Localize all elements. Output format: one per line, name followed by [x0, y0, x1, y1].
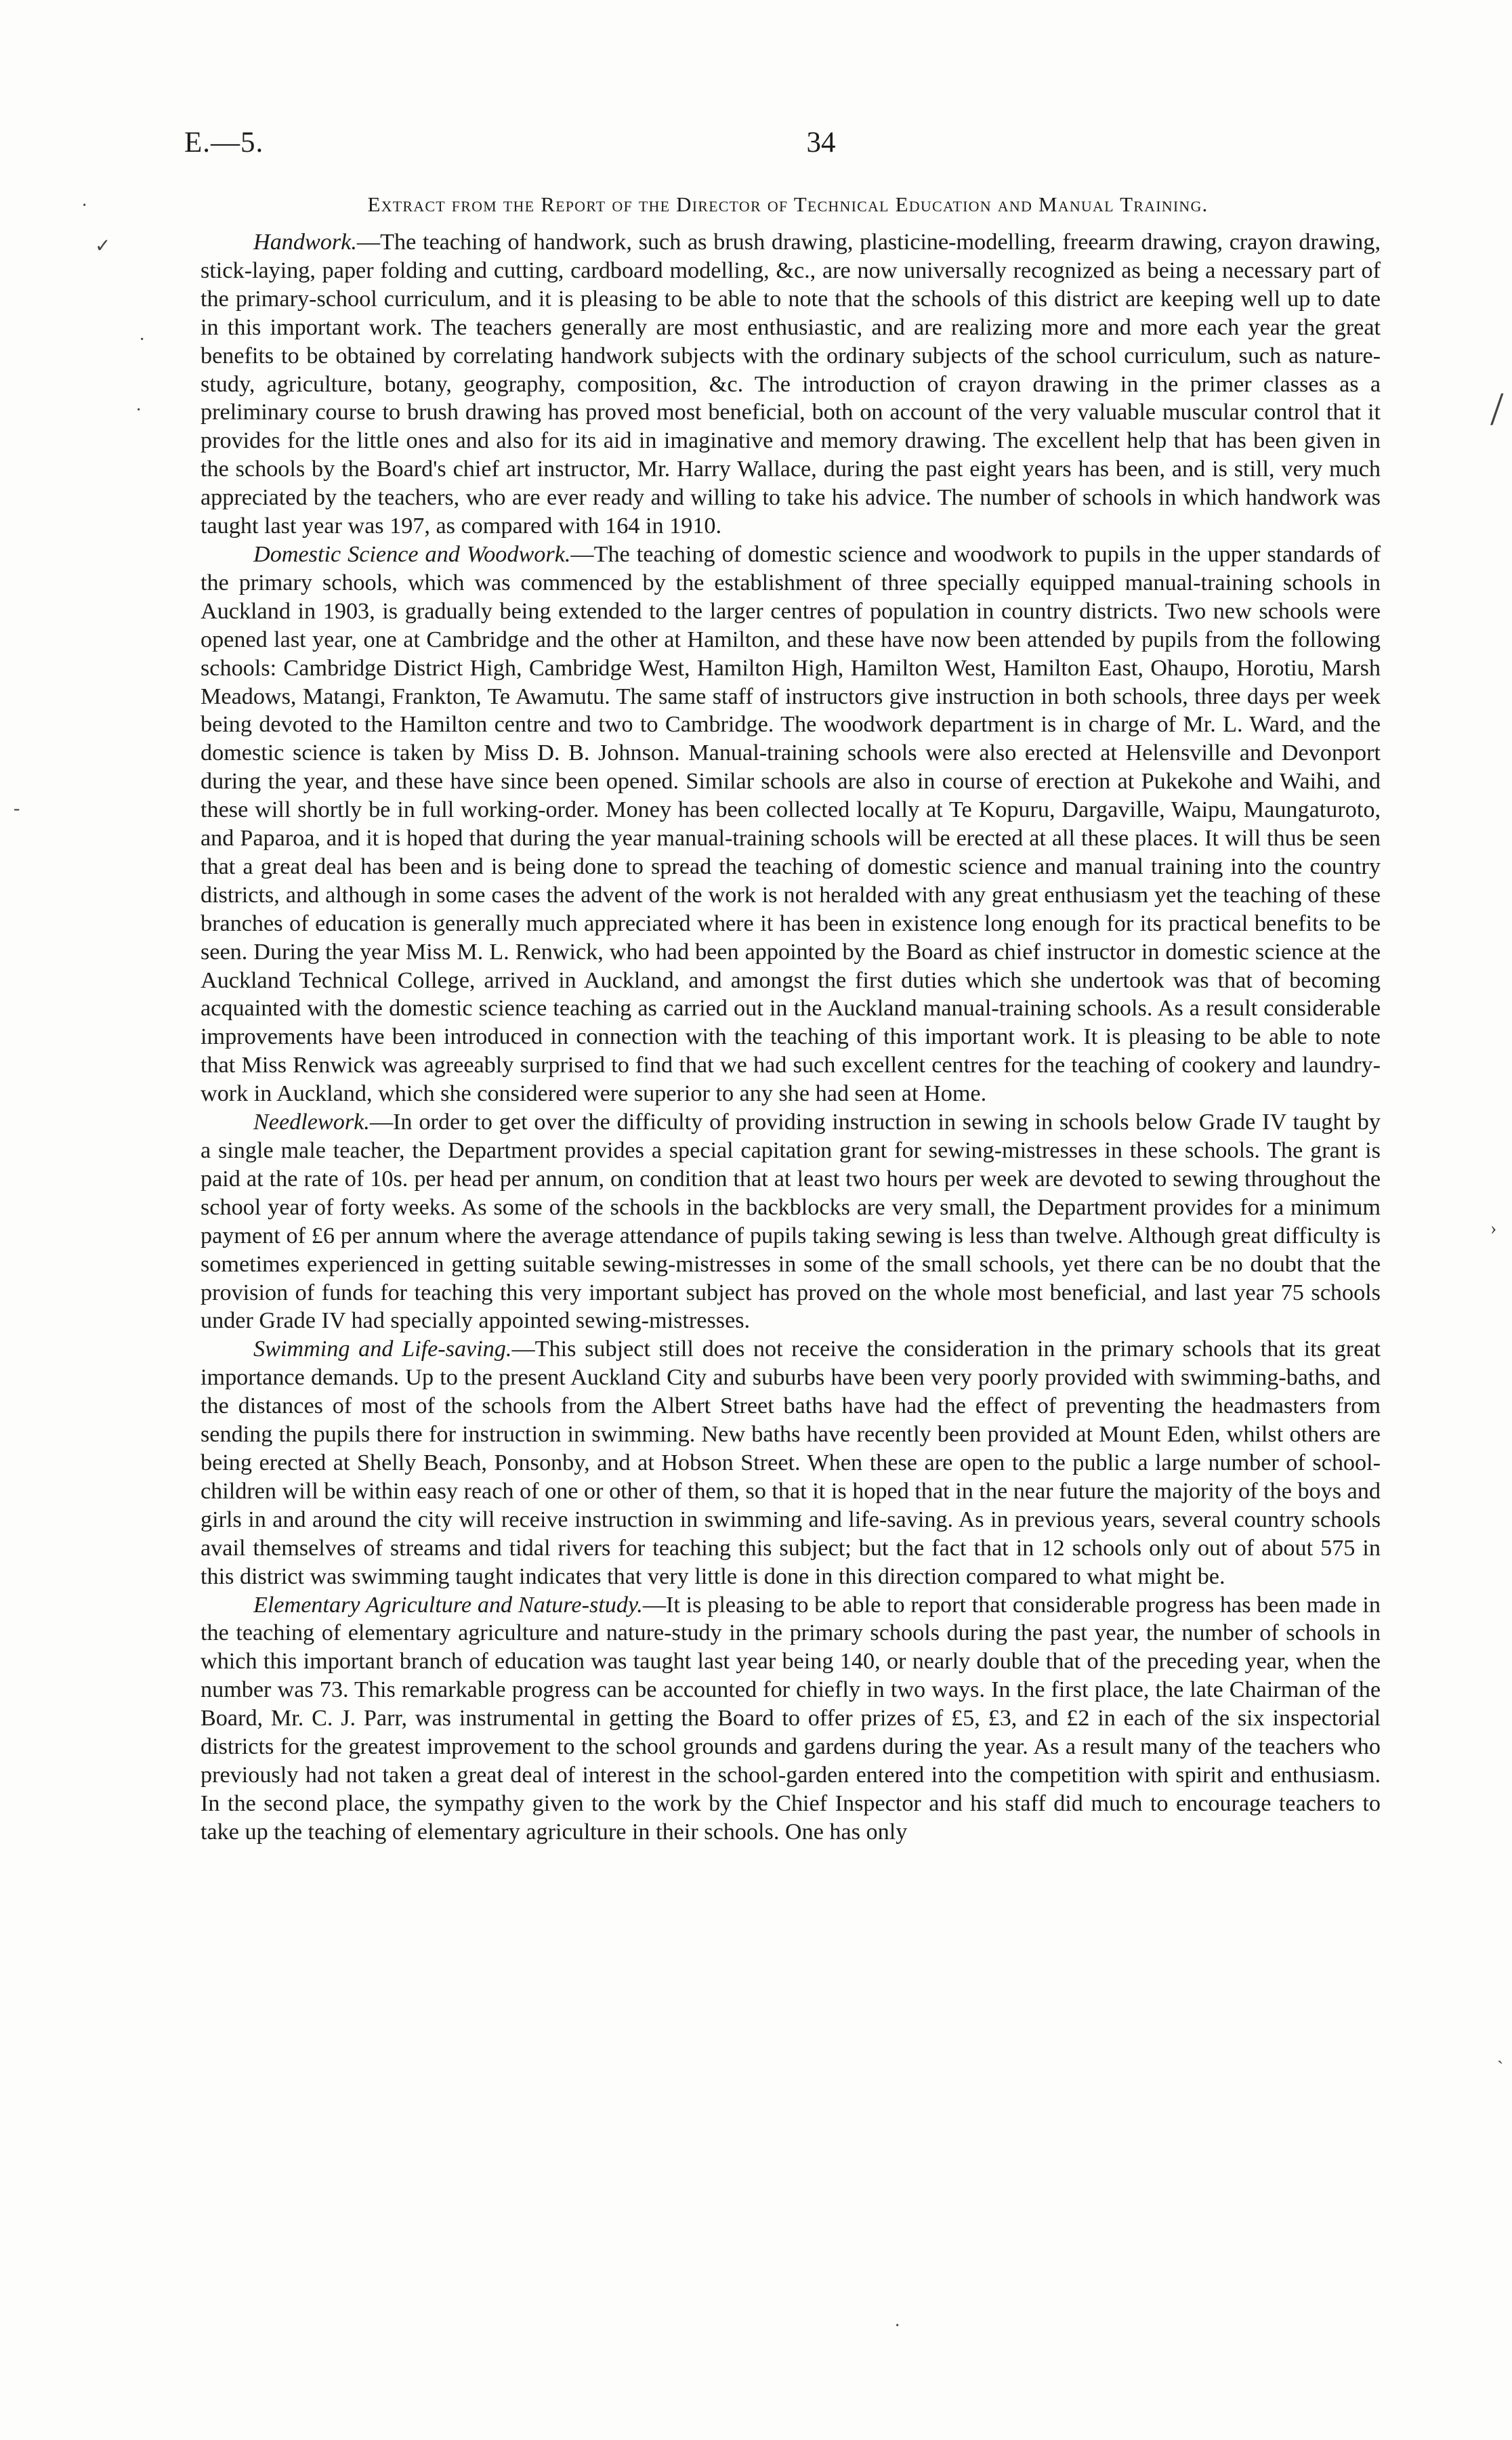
section-swimming-life-saving: [201, 1335, 1381, 1591]
scan-mark-icon: ·: [81, 195, 88, 216]
report-body: [201, 228, 1381, 1847]
section-handwork: [201, 228, 1381, 541]
section-heading: Domestic Science and Woodwork.: [253, 541, 571, 567]
section-needlework: [201, 1108, 1381, 1335]
scan-mark-icon: -: [14, 798, 20, 819]
section-heading: Swimming and Life-saving.: [253, 1337, 512, 1362]
page-header: [184, 126, 1458, 167]
section-agriculture-nature-study: [201, 1591, 1381, 1847]
section-heading: Needlework.: [253, 1110, 370, 1135]
section-text: —It is pleasing to be able to report that considerable progress has been made in the teaching of elementary agriculture and nature-study in the primary schools during the past year, the number of schools in which this important branch of education was taught last year being 140, or nearly double that of the preceding year, when the number was 73. This remarkable progress can be accounted for chiefly in two ways. In the first place, the late Chairman of the Board, Mr. C. J. Parr, was instrumental in getting the Board to offer prizes of £5, £3, and £2 in each of the six inspectorial districts for the greatest improvement to the school grounds and gardens during the year. As a result many of the teachers who previously had not taken a great deal of interest in the school-garden entered into the competition with spirit and enthusiasm. In the second place, the sympathy given to the work by the Chief Inspector and his staff did much to encourage teachers to take up the teaching of elementary agriculture in their schools. One has only: [201, 1592, 1381, 1845]
scan-mark-icon: ·: [894, 2315, 901, 2336]
section-heading: Elementary Agriculture and Nature-study.: [253, 1592, 643, 1618]
scan-mark-icon: `: [1497, 2058, 1504, 2079]
section-text: —In order to get over the difficulty of providing instruction in sewing in schools below Grade IV taught by a single male teacher, the Department provides a special capitation grant for sewing-mistresses in these schools. The grant is paid at the rate of 10s. per head per annum, on condition that at least two hours per week are devoted to sewing throughout the school year of forty weeks. As some of the schools in the backblocks are very small, the Department provides for a minimum payment of £6 per annum where the average attendance of pupils taking sewing is less than twelve. Although great difficulty is sometimes experienced in getting suitable sewing-mistresses in some of the small schools, yet there can be no doubt that the provision of funds for teaching this very important subject has proved on the whole most beneficial, and last year 75 schools under Grade IV had specially appointed sewing-mistresses.: [201, 1110, 1381, 1334]
section-heading: Handwork.: [253, 230, 357, 255]
report-title: Extract from the Report of the Director of Technical Education and Manual Training.: [367, 192, 1209, 216]
section-domestic-science-woodwork: [201, 541, 1381, 1108]
scan-mark-icon: ›: [1490, 1218, 1497, 1239]
section-text: —The teaching of handwork, such as brush drawing, plasticine-modelling, freearm drawing, crayon drawing, stick-laying, paper folding and cutting, cardboard modelling, &c., are now universally recognized as being a necessary part of the primary-school curriculum, and it is pleasing to be able to note that the schools of this district are keeping well up to date in this important work. The teachers generally are most enthusiastic, and are realizing more and more each year the great benefits to be obtained by correlating handwork subjects with the ordinary subjects of the school curriculum, such as nature-study, agriculture, botany, geography, composition, &c. The introduction of crayon drawing in the primer classes as a preliminary course to brush drawing has proved most beneficial, both on account of the very valuable muscular control that it provides for the little ones and also for its aid in imaginative and memory drawing. The excellent help that has been given in the schools by the Board's chief art instructor, Mr. Harry Wallace, during the past eight years has been, and is still, very much appreciated by the teachers, who are ever ready and willing to take his advice. The number of schools in which handwork was taught last year was 197, as compared with 164 in 1910.: [201, 230, 1381, 539]
section-text: —This subject still does not receive the consideration in the primary schools that its great importance demands. Up to the present Auckland City and suburbs have been very poorly provided with swimming-baths, and the distances of most of the schools from the Albert Street baths have had the effect of preventing the headmasters from sending the pupils there for instruction in swimming. New baths have recently been provided at Mount Eden, whilst others are being erected at Shelly Beach, Ponsonby, and at Hobson Street. When these are open to the public a large number of school-children will be within easy reach of one or other of them, so that it is hoped that in the near future the majority of the boys and girls in and around the city will receive instruction in swimming and life-saving. As in previous years, several country schools avail themselves of streams and tidal rivers for teaching this subject; but the fact that in 12 schools only out of about 575 in this district was swimming taught indicates that very little is done in this direction compared to what might be.: [201, 1337, 1381, 1589]
margin-stroke-icon: /: [1490, 383, 1504, 436]
page-number: 34: [806, 127, 836, 159]
scan-mark-icon: ✓: [95, 236, 111, 257]
scan-mark-icon: ·: [139, 329, 146, 350]
document-reference: E.—5.: [184, 127, 264, 159]
scan-mark-icon: ·: [135, 400, 142, 421]
section-text: —The teaching of domestic science and woodwork to pupils in the upper standards of the primary schools, which was commenced by the establishment of three specially equipped manual-training schools in Auckland in 1903, is gradually being extended to the larger centres of population in country districts. Two new schools were opened last year, one at Cambridge and the other at Hamilton, and these have now been attended by pupils from the following schools: Cambridge District High, Cambridge West, Hamilton High, Hamilton West, Hamilton East, Ohaupo, Horotiu, Marsh Meadows, Matangi, Frankton, Te Awamutu. The same staff of instructors give instruction in both schools, three days per week being devoted to the Hamilton centre and two to Cambridge. The woodwork department is in charge of Mr. L. Ward, and the domestic science is taken by Miss D. B. Johnson. Manual-training schools were also erected at Helensville and Devonport during the year, and these have since been opened. Similar schools are also in course of erection at Pukekohe and Waihi, and these will shortly be in full working-order. Money has been collected locally at Te Kopuru, Dargaville, Waipu, Maungaturoto, and Paparoa, and it is hoped that during the year manual-training schools will be erected at all these places. It will thus be seen that a great deal has been and is being done to spread the teaching of domestic science and manual training into the country districts, and although in some cases the advent of the work is not heralded with any great enthusiasm yet the teaching of these branches of education is generally much appreciated where it has been in existence long enough for its practical benefits to be seen. During the year Miss M. L. Renwick, who had been appointed by the Board as chief instructor in domestic science at the Auckland Technical College, arrived in Auckland, and amongst the first duties which she undertook was that of becoming acquainted with the domestic science teaching as carried out in the Auckland manual-training schools. As a result considerable improvements have been introduced in connection with the teaching of this important work. It is pleasing to be able to note that Miss Renwick was agreeably surprised to find that we had such excellent centres for the teaching of cookery and laundry-work in Auckland, which she considered were superior to any she had seen at Home.: [201, 541, 1381, 1107]
